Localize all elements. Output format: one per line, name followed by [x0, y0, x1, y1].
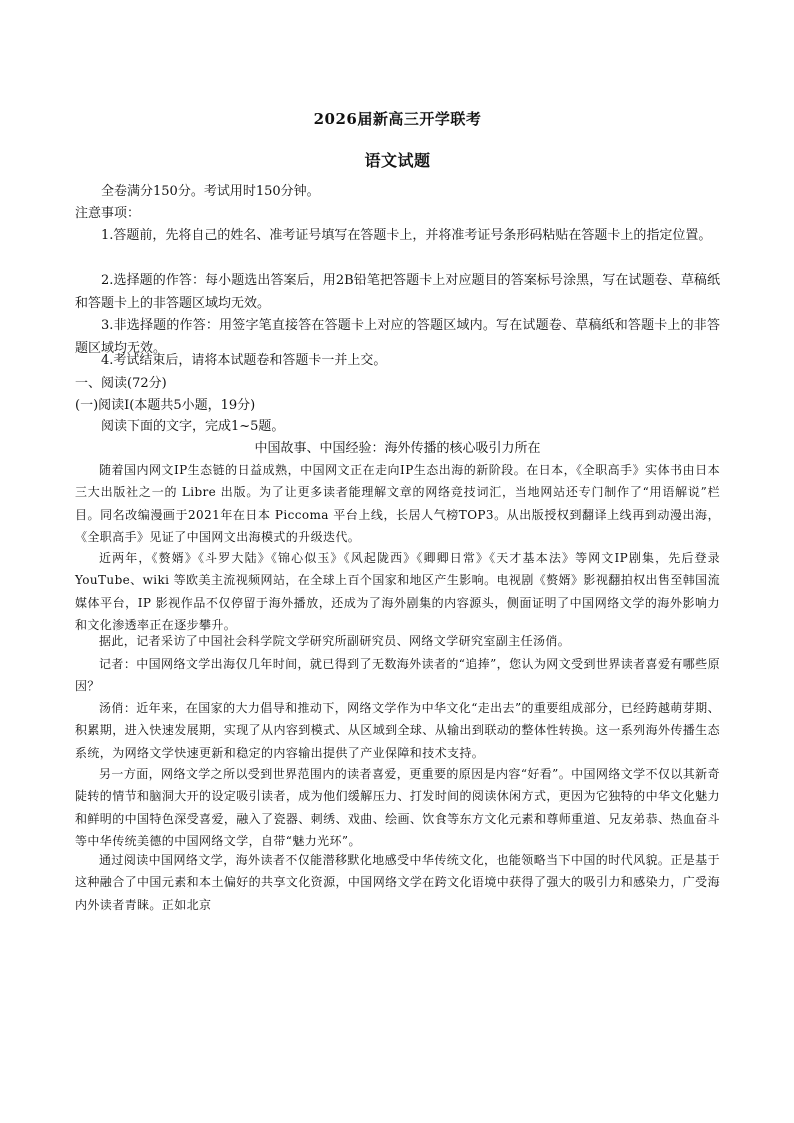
part-heading: 一、阅读(72分) [75, 376, 167, 391]
article-paragraph-4: 记者：中国网络文学出海仅几年时间，就已得到了无数海外读者的“追捧”，您认为网文受到世界读者喜爱有哪些原因？ [75, 657, 720, 694]
article-title: 中国故事、中国经验：海外传播的核心吸引力所在 [254, 441, 541, 456]
exam-subject-title: 语文试题 [364, 151, 431, 170]
article-paragraph-2: 近两年，《赘婿》《斗罗大陆》《锦心似玉》《风起陇西》《卿卿日常》《天才基本法》等网文IP剧集，先后登录 YouTube、wiki 等欧美主流视频网站，在全球上百个国家和地区产生影响。电视剧《赘婿》影视翻拍权出售至韩国流媒体平台，IP 影视作品不仅停留于海外播放，还成为了海外剧集的内容源头，侧面证明了中国网络文学的海外影响力和文化渗透率正在逐步攀升。 [75, 551, 720, 632]
article-paragraph-6: 另一方面，网络文学之所以受到世界范围内的读者喜爱，更重要的原因是内容“好看”。中国网络文学不仅以其新奇陡转的情节和脑洞大开的设定吸引读者，成为他们缓解压力、打发时间的阅读休闲方式，更因为它独特的中华文化魅力和鲜明的中国特色深受喜爱，融入了瓷器、刺绣、戏曲、绘画、饮食等东方文化元素和尊师重道、兄友弟恭、热血奋斗等中华传统美德的中国网络文学，自带“魅力光环”。 [75, 767, 720, 848]
notice-item-4: 4.考试结束后，请将本试题卷和答题卡一并上交。 [101, 353, 387, 368]
notice-heading: 注意事项： [75, 206, 141, 221]
article-paragraph-7: 通过阅读中国网络文学，海外读者不仅能潜移默化地感受中华传统文化，也能领略当下中国的时代风貌。正是基于这种融合了中国元素和本土偏好的共享文化资源，中国网络文学在跨文化语境中获得了强大的吸引力和感染力，广受海内外读者青睐。正如北京 [75, 853, 720, 912]
article-paragraph-1: 随着国内网文IP生态链的日益成熟，中国网文正在走向IP生态出海的新阶段。在日本，《全职高手》实体书由日本三大出版社之一的 Libre 出版。为了让更多读者能理解文章的网络竞技词汇，当地网站还专门制作了“用语解说”栏目。同名改编漫画于2021年在日本 Piccoma 平台上线，长居人气榜TOP3。从出版授权到翻译上线再到动漫出海，《全职高手》见证了中国网文出海模式的升级迭代。 [75, 463, 720, 544]
notice-item-2: 2.选择题的作答：每小题选出答案后，用2B铅笔把答题卡上对应题目的答案标号涂黑，写在试题卷、草稿纸和答题卡上的非答题区域均无效。 [75, 273, 720, 311]
notice-item-1: 1.答题前，先将自己的姓名、准考证号填写在答题卡上，并将准考证号条形码粘贴在答题卡上的指定位置。 [101, 228, 712, 243]
notice-item-3: 3.非选择题的作答：用签字笔直接答在答题卡上对应的答题区域内。写在试题卷、草稿纸和答题卡上的非答题区域均无效。 [75, 318, 720, 356]
article-paragraph-3: 据此，记者采访了中国社会科学院文学研究所副研究员、网络文学研究室副主任汤俏。 [99, 634, 571, 648]
exam-main-title: 2026届新高三开学联考 [313, 110, 482, 128]
article-paragraph-5: 汤俏：近年来，在国家的大力倡导和推动下，网络文学作为中华文化“走出去”的重要组成部分，已经跨越萌芽期、积累期，进入快速发展期，实现了从内容到模式、从区域到全球、从输出到联动的整体性转换。这一系列海外传播生态系统，为网络文学快速更新和稳定的内容输出提供了产业保障和技术支持。 [75, 701, 720, 760]
reading-direction: 阅读下面的文字，完成1~5题。 [101, 419, 285, 434]
score-line: 全卷满分150分。考试用时150分钟。 [101, 184, 320, 199]
sub-section-heading: (一)阅读Ⅰ(本题共5小题，19分) [75, 398, 256, 413]
